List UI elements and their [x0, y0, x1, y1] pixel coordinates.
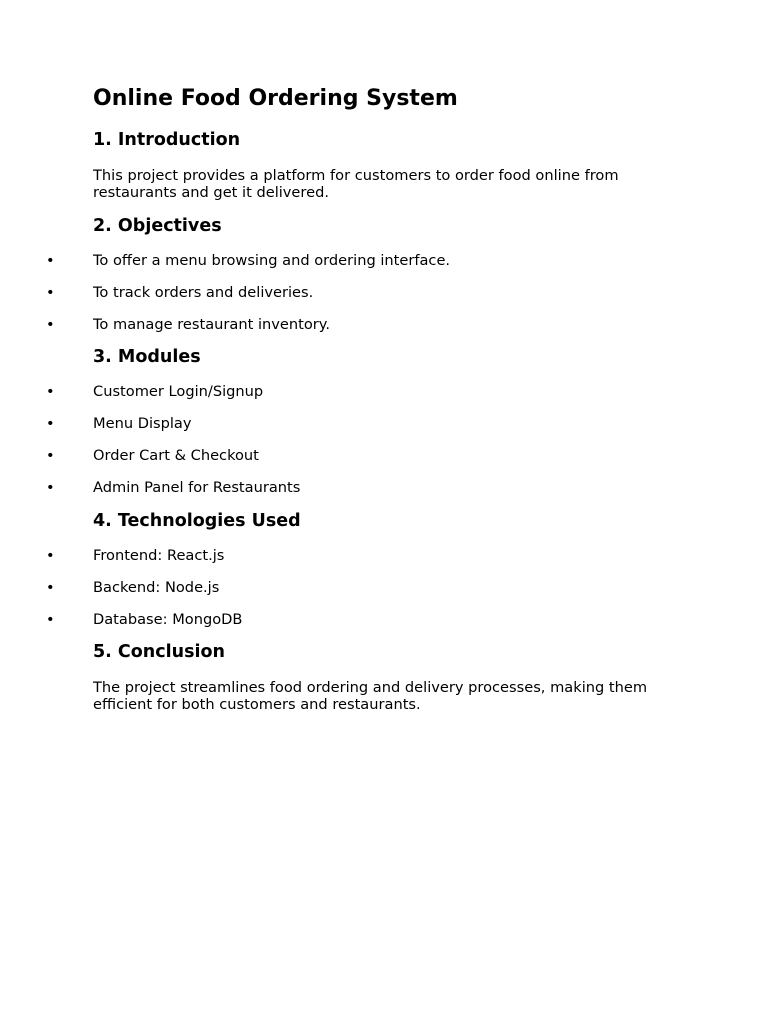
module-item-text: Customer Login/Signup: [93, 383, 264, 400]
module-item-text: Menu Display: [93, 415, 192, 432]
bullet-icon: •: [46, 479, 55, 496]
introduction-paragraph: This project provides a platform for customers to order food online from restaurants and get it delivered.: [93, 167, 619, 201]
list-item: [0, 283, 700, 303]
heading-introduction: 1. Introduction: [93, 130, 241, 150]
objective-item-text: To manage restaurant inventory.: [93, 316, 330, 333]
module-item-text: Order Cart & Checkout: [93, 447, 259, 464]
bullet-icon: •: [46, 383, 55, 400]
list-item: [0, 578, 700, 598]
technology-item-text: Frontend: React.js: [93, 547, 225, 564]
list-item: [0, 382, 700, 402]
list-item: [0, 478, 700, 498]
bullet-icon: •: [46, 415, 55, 432]
bullet-icon: •: [46, 547, 55, 564]
heading-modules: 3. Modules: [93, 347, 201, 367]
conclusion-paragraph: The project streamlines food ordering and delivery processes, making them efficient for both customers and restaurants.: [93, 679, 648, 713]
bullet-icon: •: [46, 252, 55, 269]
list-item: [0, 414, 700, 434]
list-item: [0, 315, 700, 335]
heading-conclusion: 5. Conclusion: [93, 642, 225, 662]
bullet-icon: •: [46, 447, 55, 464]
objective-item-text: To offer a menu browsing and ordering interface.: [93, 252, 451, 269]
list-item: [0, 251, 700, 271]
list-item: [0, 446, 700, 466]
list-item: [0, 610, 700, 630]
heading-technologies: 4. Technologies Used: [93, 511, 301, 531]
document-title: Online Food Ordering System: [93, 86, 458, 111]
heading-objectives: 2. Objectives: [93, 216, 222, 236]
bullet-icon: •: [46, 284, 55, 301]
objective-item-text: To track orders and deliveries.: [93, 284, 314, 301]
module-item-text: Admin Panel for Restaurants: [93, 479, 301, 496]
technology-item-text: Backend: Node.js: [93, 579, 220, 596]
list-item: [0, 546, 700, 566]
bullet-icon: •: [46, 316, 55, 333]
technology-item-text: Database: MongoDB: [93, 611, 243, 628]
bullet-icon: •: [46, 579, 55, 596]
bullet-icon: •: [46, 611, 55, 628]
